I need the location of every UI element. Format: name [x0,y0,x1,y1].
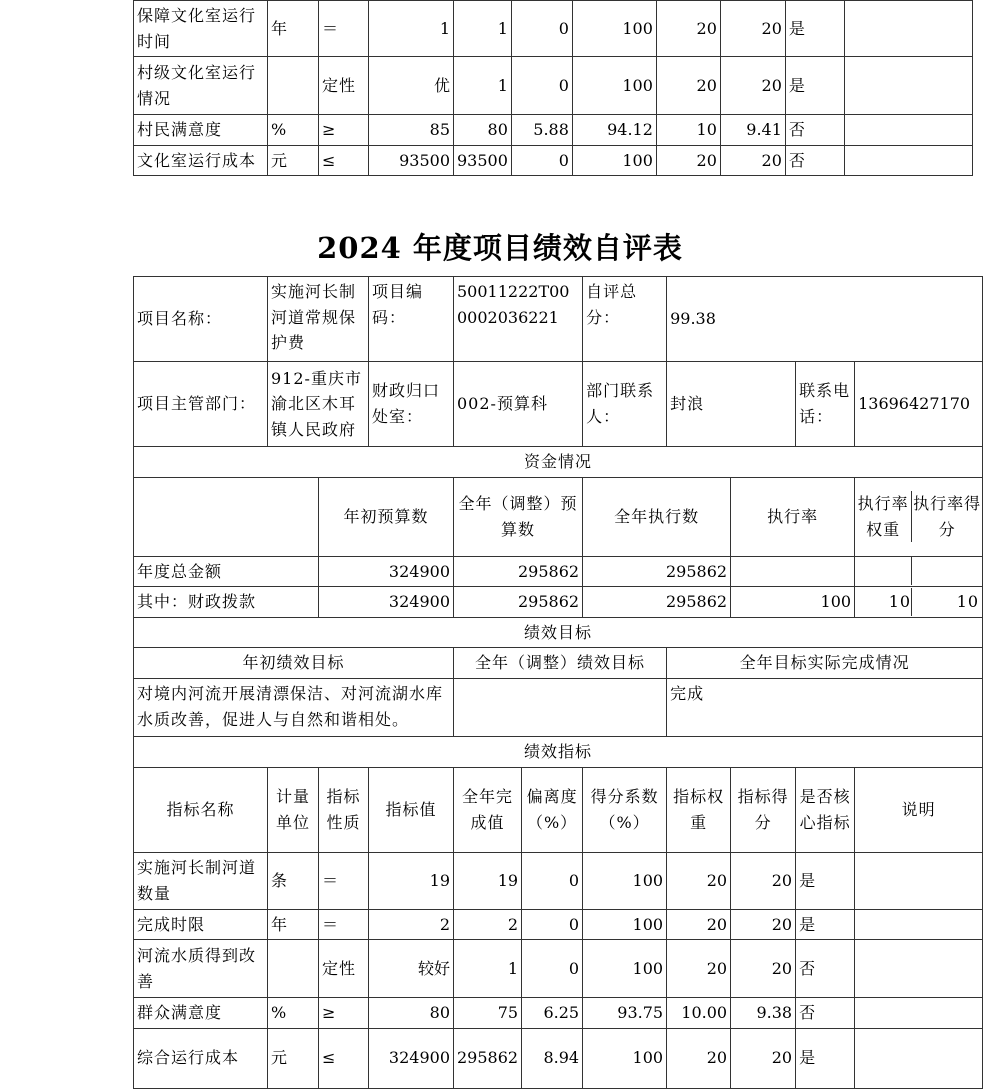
ind-header-coef: 得分系数（%） [583,767,667,852]
funds-row-weight: 10 [855,588,912,616]
ind-header-unit: 计量单位 [268,767,319,852]
project-name-label: 项目名称： [134,277,268,362]
indicator-target: 93500 [369,145,454,176]
indicator-coef: 100 [572,1,656,57]
indicator-nature: 定性 [319,57,369,115]
page-title: 2024 年度项目绩效自评表 [317,231,683,265]
indicator-row [134,115,973,146]
dept-label: 项目主管部门： [134,362,268,447]
indicator-coef: 100 [572,57,656,115]
indicator-core: 是 [785,57,844,115]
indicator-name: 村民满意度 [134,115,268,146]
indicator-score: 20 [731,1028,796,1088]
indicator-nature: ≤ [319,1028,369,1088]
indicator-score: 20 [720,57,785,115]
funds-row-score [912,557,982,585]
project-code-label: 项目编码： [369,277,454,362]
indicator-weight: 20 [667,940,731,998]
phone-label: 联系电话： [796,362,855,447]
indicator-weight: 20 [667,852,731,909]
indicator-name: 文化室运行成本 [134,145,268,176]
indicator-target: 较好 [369,940,454,998]
indicator-actual: 1 [454,57,512,115]
funds-row-label: 年度总金额 [134,556,319,587]
dept-value: 912-重庆市渝北区木耳镇人民政府 [268,362,369,447]
indicator-deviation: 0 [511,57,572,115]
indicator-row [134,909,983,940]
indicator-target: 85 [369,115,454,146]
indicator-unit: 元 [268,145,319,176]
funds-section-header: 资金情况 [134,447,983,478]
indicator-deviation: 0 [511,145,572,176]
indicator-unit: % [268,115,319,146]
indicator-row [134,1028,983,1088]
ind-header-core: 是否核心指标 [796,767,855,852]
indicator-nature: ＝ [319,1,369,57]
indicator-actual: 19 [454,852,522,909]
indicator-note [844,57,972,115]
indicator-note [855,998,983,1029]
indicator-deviation: 0 [522,940,583,998]
indicator-deviation: 0 [511,1,572,57]
goal-adjusted-text [454,678,667,736]
contact-label: 部门联系人： [583,362,667,447]
indicator-row [134,852,983,909]
funds-header-score: 执行率得分 [913,494,982,539]
ind-header-deviation: 偏离度（%） [522,767,583,852]
indicator-coef: 93.75 [583,998,667,1029]
indicator-note [844,1,972,57]
ind-header-nature: 指标性质 [319,767,369,852]
goals-header-actual: 全年目标实际完成情况 [667,648,983,679]
department-row [134,362,983,447]
indicators-section-header: 绩效指标 [134,736,983,767]
indicator-unit: 元 [268,1028,319,1088]
indicator-row [134,940,983,998]
indicator-coef: 100 [572,145,656,176]
indicator-weight: 20 [667,1028,731,1088]
funds-header-initial: 年初预算数 [319,477,454,556]
funds-header-weight: 执行率权重 [855,491,912,542]
funds-row-initial: 324900 [319,587,454,618]
indicator-core: 是 [796,1028,855,1088]
ind-header-score: 指标得分 [731,767,796,852]
goal-initial-text: 对境内河流开展清漂保洁、对河流湖水库水质改善，促进人与自然和谐相处。 [134,678,454,736]
indicator-actual: 93500 [454,145,512,176]
indicator-name: 综合运行成本 [134,1028,268,1088]
indicator-coef: 100 [583,1028,667,1088]
indicator-score: 9.41 [720,115,785,146]
funds-header-blank [134,477,319,556]
indicator-unit [268,940,319,998]
indicator-core: 否 [785,115,844,146]
office-label: 财政归口处室： [369,362,454,447]
goal-actual-text: 完成 [667,678,983,736]
indicator-note [844,115,972,146]
indicator-nature: ≥ [319,115,369,146]
ind-header-actual: 全年完成值 [454,767,522,852]
self-score-value: 99.38 [667,277,983,362]
indicator-target: 1 [369,1,454,57]
indicator-coef: 100 [583,909,667,940]
indicator-actual: 2 [454,909,522,940]
indicator-nature: 定性 [319,940,369,998]
indicator-core: 否 [785,145,844,176]
indicator-nature: ＝ [319,852,369,909]
goals-header-row [134,648,983,679]
funds-row-score: 10 [956,592,980,612]
indicator-nature: ＝ [319,909,369,940]
indicator-deviation: 8.94 [522,1028,583,1088]
indicator-target: 优 [369,57,454,115]
indicator-name: 村级文化室运行情况 [134,57,268,115]
indicator-unit: % [268,998,319,1029]
indicator-weight: 20 [656,145,720,176]
indicator-weight: 10 [656,115,720,146]
phone-value: 13696427170 [855,362,983,447]
funds-row-executed: 295862 [583,587,731,618]
indicator-core: 是 [796,852,855,909]
indicator-note [855,940,983,998]
funds-row-adjusted: 295862 [454,587,583,618]
funds-header-adjusted: 全年（调整）预算数 [454,477,583,556]
indicator-weight: 20 [667,909,731,940]
indicator-core: 是 [796,909,855,940]
funds-row-initial: 324900 [319,556,454,587]
indicator-unit: 条 [268,852,319,909]
indicator-score: 20 [720,145,785,176]
indicator-core: 否 [796,998,855,1029]
indicator-weight: 20 [656,1,720,57]
indicator-name: 完成时限 [134,909,268,940]
indicator-coef: 100 [583,852,667,909]
office-value: 002-预算科 [454,362,583,447]
funds-row-executed: 295862 [583,556,731,587]
funds-row-label: 其中：财政拨款 [134,587,319,618]
contact-value: 封浪 [667,362,796,447]
funds-row [134,587,983,618]
indicator-actual: 80 [454,115,512,146]
goals-section-header: 绩效目标 [134,617,983,648]
project-info-row [134,277,983,362]
indicator-weight: 10.00 [667,998,731,1029]
indicator-score: 20 [731,940,796,998]
indicator-target: 324900 [369,1028,454,1088]
indicator-coef: 100 [583,940,667,998]
indicator-row [134,998,983,1029]
funds-row-rate [731,556,855,587]
indicator-row [134,145,973,176]
indicator-name: 保障文化室运行时间 [134,1,268,57]
indicator-unit: 年 [268,909,319,940]
indicator-row [134,1,973,57]
funds-row-weight [855,557,912,585]
indicator-deviation: 0 [522,852,583,909]
indicator-target: 19 [369,852,454,909]
funds-row-adjusted: 295862 [454,556,583,587]
funds-header-row [134,477,983,556]
indicator-note [855,1028,983,1088]
indicator-deviation: 6.25 [522,998,583,1029]
indicator-unit [268,57,319,115]
funds-row-rate: 100 [731,587,855,618]
indicator-nature: ≥ [319,998,369,1029]
indicator-actual: 295862 [454,1028,522,1088]
indicator-score: 20 [720,1,785,57]
indicator-note [855,909,983,940]
self-score-label: 自评总分： [583,277,667,362]
goals-header-initial: 年初绩效目标 [134,648,454,679]
indicator-actual: 75 [454,998,522,1029]
indicator-actual: 1 [454,940,522,998]
indicator-deviation: 5.88 [511,115,572,146]
project-code: 50011222T000002036221 [454,277,583,362]
indicator-score: 20 [731,909,796,940]
indicators-header-row [134,767,983,852]
indicator-note [855,852,983,909]
indicator-target: 2 [369,909,454,940]
indicator-deviation: 0 [522,909,583,940]
funds-header-executed: 全年执行数 [583,477,731,556]
indicator-coef: 94.12 [572,115,656,146]
funds-row [134,556,983,587]
ind-header-note: 说明 [855,767,983,852]
indicator-row [134,57,973,115]
indicator-name: 河流水质得到改善 [134,940,268,998]
indicator-note [844,145,972,176]
indicator-core: 是 [785,1,844,57]
indicator-target: 80 [369,998,454,1029]
indicator-name: 实施河长制河道数量 [134,852,268,909]
indicator-actual: 1 [454,1,512,57]
goals-row [134,678,983,736]
funds-header-rate: 执行率 [731,477,855,556]
indicator-nature: ≤ [319,145,369,176]
previous-indicator-table [133,0,973,176]
indicator-score: 9.38 [731,998,796,1029]
indicator-unit: 年 [268,1,319,57]
performance-table [133,276,983,1089]
indicator-name: 群众满意度 [134,998,268,1029]
ind-header-weight: 指标权重 [667,767,731,852]
indicator-core: 否 [796,940,855,998]
ind-header-name: 指标名称 [134,767,268,852]
ind-header-target: 指标值 [369,767,454,852]
indicator-score: 20 [731,852,796,909]
indicator-weight: 20 [656,57,720,115]
goals-header-adjusted: 全年（调整）绩效目标 [454,648,667,679]
project-name: 实施河长制河道常规保护费 [268,277,369,362]
